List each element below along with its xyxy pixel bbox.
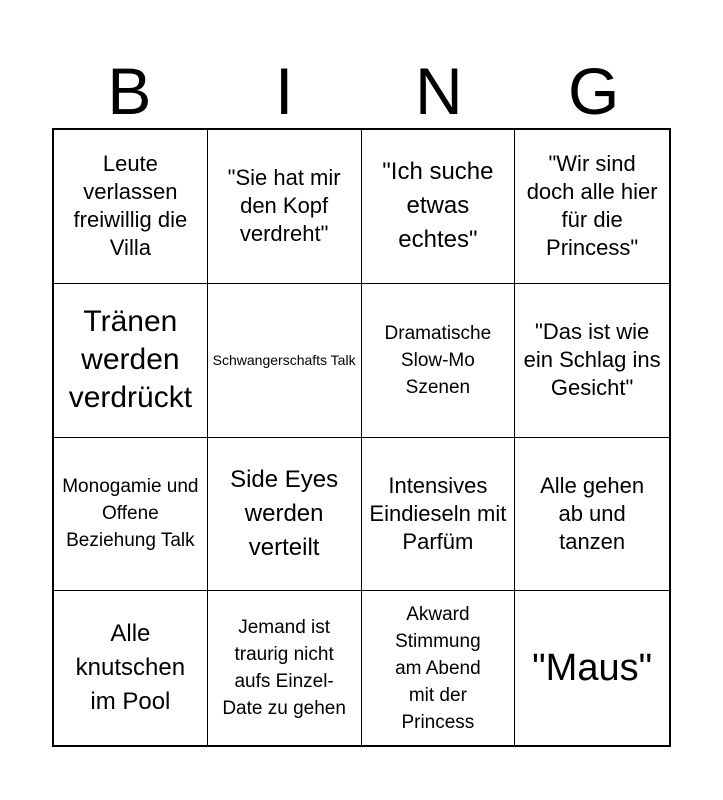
- bingo-cell-12[interactable]: [515, 438, 669, 592]
- bingo-cell-text: "Ich suche etwas echtes": [382, 158, 494, 254]
- bingo-cell-text: Alle gehen ab und tanzen: [540, 472, 645, 554]
- bingo-cell-text: Side Eyes werden verteilt: [230, 465, 339, 561]
- bingo-header: [52, 56, 671, 126]
- header-letter-b: B: [107, 54, 152, 128]
- bingo-cell-text: Jemand ist traurig nicht aufs Einzel-Date zu gehen: [222, 617, 346, 720]
- bingo-cell-text: "Wir sind doch alle hier für die Princess": [526, 151, 658, 261]
- bingo-cell-text: "Sie hat mir den Kopf verdreht": [227, 165, 341, 247]
- bingo-cell-8[interactable]: [515, 284, 669, 438]
- header-letter-n: N: [415, 54, 463, 128]
- bingo-cell-13[interactable]: [54, 591, 208, 745]
- bingo-cell-text: Tränen werden verdrückt: [68, 305, 193, 415]
- bingo-cell-text: "Das ist wie ein Schlag ins Gesicht": [523, 319, 661, 401]
- bingo-cell-11[interactable]: [362, 438, 516, 592]
- bingo-cell-10[interactable]: [208, 438, 362, 592]
- bingo-cell-text: Leute verlassen freiwillig die Villa: [73, 151, 188, 261]
- bingo-cell-text: "Maus": [532, 647, 653, 690]
- bingo-cell-text: Monogamie und Offene Beziehung Talk: [62, 476, 199, 552]
- bingo-card-grid: [52, 128, 671, 747]
- header-letter-i: I: [274, 54, 294, 128]
- bingo-cell-9[interactable]: [54, 438, 208, 592]
- bingo-cell-text: Dramatische Slow-Mo Szenen: [384, 322, 492, 398]
- bingo-cell-3[interactable]: [362, 130, 516, 284]
- bingo-cell-16[interactable]: [515, 591, 669, 745]
- bingo-cell-5[interactable]: [54, 284, 208, 438]
- bingo-cell-6[interactable]: [208, 284, 362, 438]
- bingo-cell-text: Schwangerschafts Talk: [212, 352, 356, 369]
- bingo-cell-14[interactable]: [208, 591, 362, 745]
- bingo-cell-15[interactable]: [362, 591, 516, 745]
- bingo-cell-text: Akward Stimmung am Abend mit der Princess: [395, 603, 481, 733]
- header-letter-g: G: [567, 54, 620, 128]
- bingo-cell-7[interactable]: [362, 284, 516, 438]
- bingo-cell-text: Alle knutschen im Pool: [75, 620, 186, 716]
- bingo-cell-1[interactable]: [54, 130, 208, 284]
- bingo-cell-4[interactable]: [515, 130, 669, 284]
- bingo-cell-text: Intensives Eindieseln mit Parfüm: [369, 472, 507, 554]
- bingo-cell-2[interactable]: [208, 130, 362, 284]
